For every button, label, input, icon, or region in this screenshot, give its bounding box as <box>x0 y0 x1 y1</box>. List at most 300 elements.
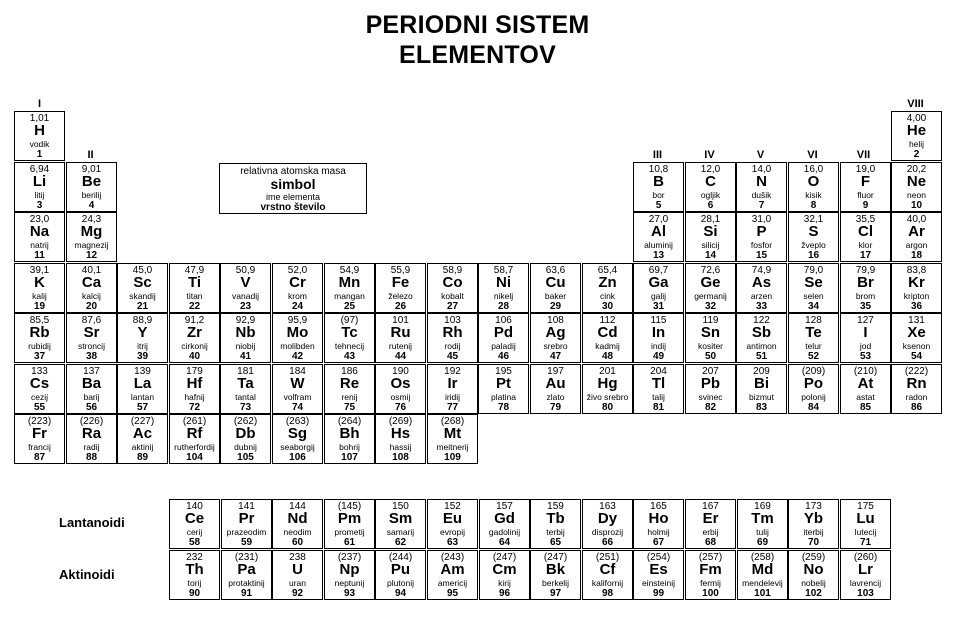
group-label-III: III <box>652 149 663 161</box>
element-name: rutenij <box>388 341 413 351</box>
element-number: 73 <box>239 402 252 413</box>
element-cell-fm <box>685 550 736 600</box>
element-mass: (269) <box>388 416 413 427</box>
element-cell-bk <box>530 550 581 600</box>
element-mass: 88,9 <box>132 315 153 326</box>
element-mass: 9,01 <box>81 164 102 175</box>
element-mass: (223) <box>27 416 52 427</box>
element-name: tehnecij <box>334 341 365 351</box>
element-name: talij <box>652 392 665 402</box>
element-mass: 79,9 <box>855 265 876 276</box>
legend-symbol: simbol <box>270 176 316 192</box>
element-mass: (261) <box>182 416 207 427</box>
element-cell-lu <box>840 499 891 549</box>
element-symbol: Fr <box>32 425 47 442</box>
element-cell-tc <box>324 313 375 363</box>
element-symbol: Ir <box>447 375 458 392</box>
element-cell-sr <box>66 313 117 363</box>
element-name: neptunij <box>334 578 365 588</box>
element-symbol: Rn <box>906 375 927 392</box>
element-mass: (222) <box>904 366 929 377</box>
element-name: fermij <box>700 578 721 588</box>
element-name: cirkonij <box>181 341 208 351</box>
page-title-line1: PERIODNI SISTEM <box>365 11 590 39</box>
element-name: lutecij <box>854 527 877 537</box>
element-name: srebro <box>543 341 568 351</box>
element-mass: 28,1 <box>700 214 721 225</box>
element-mass: 157 <box>496 501 513 512</box>
element-mass: 209 <box>753 366 770 377</box>
element-cell-th <box>169 550 220 600</box>
element-name: galij <box>650 291 667 301</box>
element-name: cezij <box>30 392 48 402</box>
element-cell-ar <box>891 212 942 262</box>
element-cell-be <box>66 162 117 212</box>
element-symbol: Ce <box>184 510 205 527</box>
element-mass: 131 <box>908 315 925 326</box>
element-symbol: S <box>808 223 819 240</box>
element-symbol: Hs <box>390 425 411 442</box>
element-name: zlato <box>546 392 565 402</box>
element-name: kadmij <box>595 341 620 351</box>
element-name: aktinij <box>131 442 154 452</box>
element-cell-ne <box>891 162 942 212</box>
element-symbol: Sg <box>287 425 308 442</box>
element-symbol: Tl <box>651 375 666 392</box>
element-name: neodim <box>283 527 312 537</box>
element-cell-nb <box>220 313 271 363</box>
element-symbol: Ra <box>81 425 102 442</box>
element-mass: 16,0 <box>803 164 824 175</box>
element-cell-bh <box>324 414 375 464</box>
element-symbol: Am <box>440 561 465 578</box>
element-symbol: Lu <box>856 510 875 527</box>
element-number: 37 <box>33 351 46 362</box>
element-mass: (258) <box>750 552 775 563</box>
element-number: 12 <box>85 250 98 261</box>
element-symbol: Kr <box>908 274 925 291</box>
element-number: 31 <box>652 301 665 312</box>
element-cell-os <box>375 364 426 414</box>
element-cell-ce <box>169 499 220 549</box>
element-symbol: F <box>860 173 871 190</box>
element-number: 23 <box>239 301 252 312</box>
element-name: iterbij <box>803 527 824 537</box>
element-name: renij <box>341 392 358 402</box>
element-cell-sg <box>272 414 323 464</box>
group-label-VIII: VIII <box>907 98 924 110</box>
element-number: 92 <box>291 588 304 599</box>
element-name: vodik <box>29 139 50 149</box>
element-name: silicij <box>701 240 720 250</box>
legend-box <box>219 163 367 214</box>
element-cell-o <box>788 162 839 212</box>
element-number: 98 <box>601 588 614 599</box>
element-name: baker <box>544 291 567 301</box>
element-symbol: Tm <box>751 510 774 527</box>
element-symbol: Cu <box>545 274 566 291</box>
element-mass: 32,1 <box>803 214 824 225</box>
element-number: 4 <box>88 200 95 211</box>
element-name: železo <box>388 291 413 301</box>
element-name: antimon <box>746 341 777 351</box>
element-mass: 201 <box>599 366 616 377</box>
element-cell-i <box>840 313 891 363</box>
element-mass: 195 <box>495 366 512 377</box>
element-symbol: Rh <box>442 324 463 341</box>
element-symbol: Sn <box>700 324 721 341</box>
element-mass: 95,9 <box>287 315 308 326</box>
element-symbol: Po <box>803 375 824 392</box>
element-name: astat <box>856 392 875 402</box>
lanthanoids-label: Lantanoidi <box>59 515 125 530</box>
element-number: 69 <box>756 537 769 548</box>
element-number: 15 <box>755 250 768 261</box>
element-number: 47 <box>549 351 562 362</box>
element-mass: 83,8 <box>906 265 927 276</box>
element-symbol: Pa <box>237 561 256 578</box>
element-cell-cu <box>530 263 581 313</box>
element-cell-ru <box>375 313 426 363</box>
element-name: seaborgij <box>280 442 315 452</box>
element-symbol: Zr <box>187 324 202 341</box>
element-mass: (259) <box>801 552 826 563</box>
element-cell-tl <box>633 364 684 414</box>
element-number: 28 <box>497 301 510 312</box>
element-name: terbij <box>546 527 565 537</box>
element-cell-li <box>14 162 65 212</box>
element-cell-rh <box>427 313 478 363</box>
element-symbol: Cr <box>289 274 306 291</box>
element-cell-al <box>633 212 684 262</box>
element-name: bor <box>652 190 665 200</box>
element-cell-fr <box>14 414 65 464</box>
element-mass: 91,2 <box>184 315 205 326</box>
element-number: 32 <box>704 301 717 312</box>
element-name: cink <box>599 291 616 301</box>
element-symbol: Cf <box>599 561 616 578</box>
element-mass: 4,00 <box>906 113 927 124</box>
element-mass: (145) <box>337 501 362 512</box>
element-symbol: Bi <box>754 375 769 392</box>
element-number: 39 <box>136 351 149 362</box>
element-mass: 119 <box>702 315 719 326</box>
element-mass: 175 <box>857 501 874 512</box>
element-number: 70 <box>807 537 820 548</box>
element-symbol: Ho <box>648 510 669 527</box>
element-cell-as <box>736 263 787 313</box>
element-symbol: Ne <box>906 173 927 190</box>
element-number: 10 <box>910 200 923 211</box>
element-mass: (210) <box>853 366 878 377</box>
element-mass: 92,9 <box>235 315 256 326</box>
element-mass: 137 <box>83 366 100 377</box>
element-cell-ge <box>685 263 736 313</box>
element-symbol: Yb <box>803 510 824 527</box>
element-symbol: N <box>756 173 767 190</box>
element-mass: 39,1 <box>29 265 50 276</box>
element-symbol: K <box>34 274 45 291</box>
element-symbol: Es <box>649 561 668 578</box>
element-cell-es <box>633 550 684 600</box>
element-mass: 101 <box>392 315 409 326</box>
element-number: 89 <box>136 452 149 463</box>
element-cell-ac <box>117 414 168 464</box>
element-cell-mn <box>324 263 375 313</box>
element-name: magnezij <box>74 240 109 250</box>
element-cell-ni <box>478 263 529 313</box>
element-number: 44 <box>394 351 407 362</box>
element-cell-ca <box>66 263 117 313</box>
element-number: 54 <box>910 351 923 362</box>
element-cell-cs <box>14 364 65 414</box>
element-number: 11 <box>34 250 45 261</box>
element-number: 75 <box>343 402 356 413</box>
group-label-IV: IV <box>704 149 715 161</box>
element-symbol: Sc <box>133 274 152 291</box>
element-mass: 181 <box>237 366 254 377</box>
element-symbol: Nd <box>287 510 308 527</box>
element-mass: 85,5 <box>29 315 50 326</box>
element-mass: (257) <box>698 552 723 563</box>
element-mass: 144 <box>289 501 306 512</box>
element-cell-ag <box>530 313 581 363</box>
element-number: 19 <box>33 301 46 312</box>
element-symbol: In <box>651 324 666 341</box>
element-mass: 58,7 <box>493 265 514 276</box>
element-number: 71 <box>859 537 872 548</box>
element-symbol: Tc <box>341 324 358 341</box>
element-symbol: Nb <box>235 324 256 341</box>
element-mass: (264) <box>337 416 362 427</box>
element-mass: 115 <box>650 315 667 326</box>
element-mass: (231) <box>234 552 259 563</box>
element-number: 55 <box>33 402 46 413</box>
element-cell-kr <box>891 263 942 313</box>
element-cell-na <box>14 212 65 262</box>
legend-name: ime elementa <box>265 192 321 202</box>
element-name: aluminij <box>644 240 673 250</box>
element-number: 65 <box>549 537 562 548</box>
element-symbol: As <box>751 274 772 291</box>
element-number: 83 <box>755 402 768 413</box>
element-cell-u <box>272 550 323 600</box>
element-number: 79 <box>549 402 562 413</box>
element-cell-rf <box>169 414 220 464</box>
element-mass: 12,0 <box>700 164 721 175</box>
element-cell-cf <box>582 550 633 600</box>
element-name: skandij <box>129 291 156 301</box>
element-mass: 27,0 <box>648 214 669 225</box>
element-symbol: Br <box>857 274 874 291</box>
element-mass: 19,0 <box>855 164 876 175</box>
element-number: 87 <box>33 452 46 463</box>
element-mass: 40,0 <box>906 214 927 225</box>
element-symbol: Md <box>751 561 774 578</box>
element-number: 88 <box>85 452 98 463</box>
element-symbol: Xe <box>907 324 926 341</box>
element-cell-zr <box>169 313 220 363</box>
element-symbol: Re <box>339 375 360 392</box>
element-cell-br <box>840 263 891 313</box>
element-symbol: Co <box>442 274 463 291</box>
element-mass: 10,8 <box>648 164 669 175</box>
legend-mass: relativna atomska masa <box>240 166 346 177</box>
element-number: 91 <box>240 588 253 599</box>
element-mass: 55,9 <box>390 265 411 276</box>
element-cell-ga <box>633 263 684 313</box>
element-cell-s <box>788 212 839 262</box>
element-name: iridij <box>444 392 461 402</box>
element-mass: 173 <box>805 501 822 512</box>
element-number: 108 <box>392 452 409 463</box>
element-symbol: U <box>292 561 303 578</box>
element-number: 53 <box>859 351 872 362</box>
element-cell-ti <box>169 263 220 313</box>
group-label-V: V <box>756 149 765 161</box>
element-name: uran <box>288 578 306 588</box>
element-cell-po <box>788 364 839 414</box>
element-symbol: He <box>906 122 927 139</box>
element-name: titan <box>186 291 203 301</box>
element-number: 66 <box>601 537 614 548</box>
element-number: 50 <box>704 351 717 362</box>
element-name: argon <box>905 240 928 250</box>
element-cell-cr <box>272 263 323 313</box>
element-number: 74 <box>291 402 304 413</box>
element-cell-ho <box>633 499 684 549</box>
element-cell-pt <box>478 364 529 414</box>
element-symbol: V <box>240 274 251 291</box>
element-cell-v <box>220 263 271 313</box>
element-mass: 197 <box>547 366 564 377</box>
element-name: hafnij <box>184 392 205 402</box>
element-symbol: Gd <box>494 510 515 527</box>
element-mass: 232 <box>186 552 203 563</box>
element-symbol: Os <box>390 375 411 392</box>
element-name: tantal <box>235 392 256 402</box>
element-symbol: Si <box>703 223 718 240</box>
element-cell-eu <box>427 499 478 549</box>
element-number: 81 <box>652 402 665 413</box>
element-cell-hs <box>375 414 426 464</box>
element-symbol: Na <box>29 223 50 240</box>
element-symbol: Cd <box>597 324 618 341</box>
element-cell-lr <box>840 550 891 600</box>
element-number: 67 <box>652 537 665 548</box>
element-name: brom <box>855 291 876 301</box>
element-number: 5 <box>655 200 662 211</box>
element-cell-ir <box>427 364 478 414</box>
element-number: 104 <box>186 452 203 463</box>
element-symbol: Zn <box>598 274 617 291</box>
element-symbol: Cs <box>29 375 50 392</box>
element-cell-sb <box>736 313 787 363</box>
element-number: 46 <box>497 351 510 362</box>
element-cell-sm <box>375 499 426 549</box>
element-symbol: Mn <box>338 274 361 291</box>
element-name: stroncij <box>78 341 105 351</box>
element-cell-pu <box>375 550 426 600</box>
element-cell-xe <box>891 313 942 363</box>
element-mass: (263) <box>285 416 310 427</box>
element-cell-cl <box>840 212 891 262</box>
element-name: svinec <box>698 392 723 402</box>
element-number: 96 <box>498 588 511 599</box>
element-symbol: Se <box>804 274 823 291</box>
element-name: hassij <box>389 442 412 452</box>
element-mass: 122 <box>753 315 770 326</box>
element-mass: 112 <box>599 315 616 326</box>
element-symbol: W <box>290 375 305 392</box>
element-name: kisik <box>805 190 822 200</box>
element-number: 26 <box>394 301 407 312</box>
element-cell-bi <box>736 364 787 414</box>
element-mass: 14,0 <box>751 164 772 175</box>
element-number: 34 <box>807 301 820 312</box>
element-number: 58 <box>188 537 201 548</box>
element-number: 62 <box>394 537 407 548</box>
element-number: 64 <box>498 537 511 548</box>
element-number: 43 <box>343 351 356 362</box>
element-name: bizmut <box>748 392 775 402</box>
element-mass: (209) <box>801 366 826 377</box>
element-cell-rn <box>891 364 942 414</box>
element-symbol: Th <box>185 561 204 578</box>
element-symbol: Pm <box>337 510 362 527</box>
element-name: mangan <box>334 291 365 301</box>
element-number: 103 <box>857 588 874 599</box>
element-name: disprozij <box>591 527 624 537</box>
element-name: žveplo <box>801 240 826 250</box>
element-mass: 204 <box>650 366 667 377</box>
element-name: volfram <box>283 392 312 402</box>
element-number: 86 <box>910 402 923 413</box>
element-mass: 63,6 <box>545 265 566 276</box>
element-mass: (244) <box>388 552 413 563</box>
element-mass: 72,6 <box>700 265 721 276</box>
element-cell-te <box>788 313 839 363</box>
element-number: 29 <box>549 301 562 312</box>
element-cell-dy <box>582 499 633 549</box>
element-cell-y <box>117 313 168 363</box>
element-mass: 58,9 <box>442 265 463 276</box>
element-name: polonij <box>801 392 826 402</box>
element-name: telur <box>805 341 822 351</box>
element-name: americij <box>437 578 468 588</box>
element-name: lantan <box>130 392 155 402</box>
element-symbol: Lr <box>858 561 873 578</box>
element-symbol: At <box>857 375 874 392</box>
element-cell-tb <box>530 499 581 549</box>
element-number: 48 <box>601 351 614 362</box>
element-mass: (268) <box>440 416 465 427</box>
element-mass: 159 <box>547 501 564 512</box>
element-name: cerij <box>186 527 203 537</box>
element-name: holmij <box>647 527 670 537</box>
element-symbol: Sm <box>388 510 413 527</box>
element-cell-re <box>324 364 375 414</box>
element-mass: 47,9 <box>184 265 205 276</box>
element-mass: 128 <box>805 315 822 326</box>
element-symbol: Ca <box>81 274 102 291</box>
element-cell-w <box>272 364 323 414</box>
element-number: 61 <box>343 537 356 548</box>
element-name: osmij <box>390 392 411 402</box>
element-number: 85 <box>859 402 872 413</box>
element-number: 94 <box>394 588 407 599</box>
element-number: 90 <box>188 588 201 599</box>
